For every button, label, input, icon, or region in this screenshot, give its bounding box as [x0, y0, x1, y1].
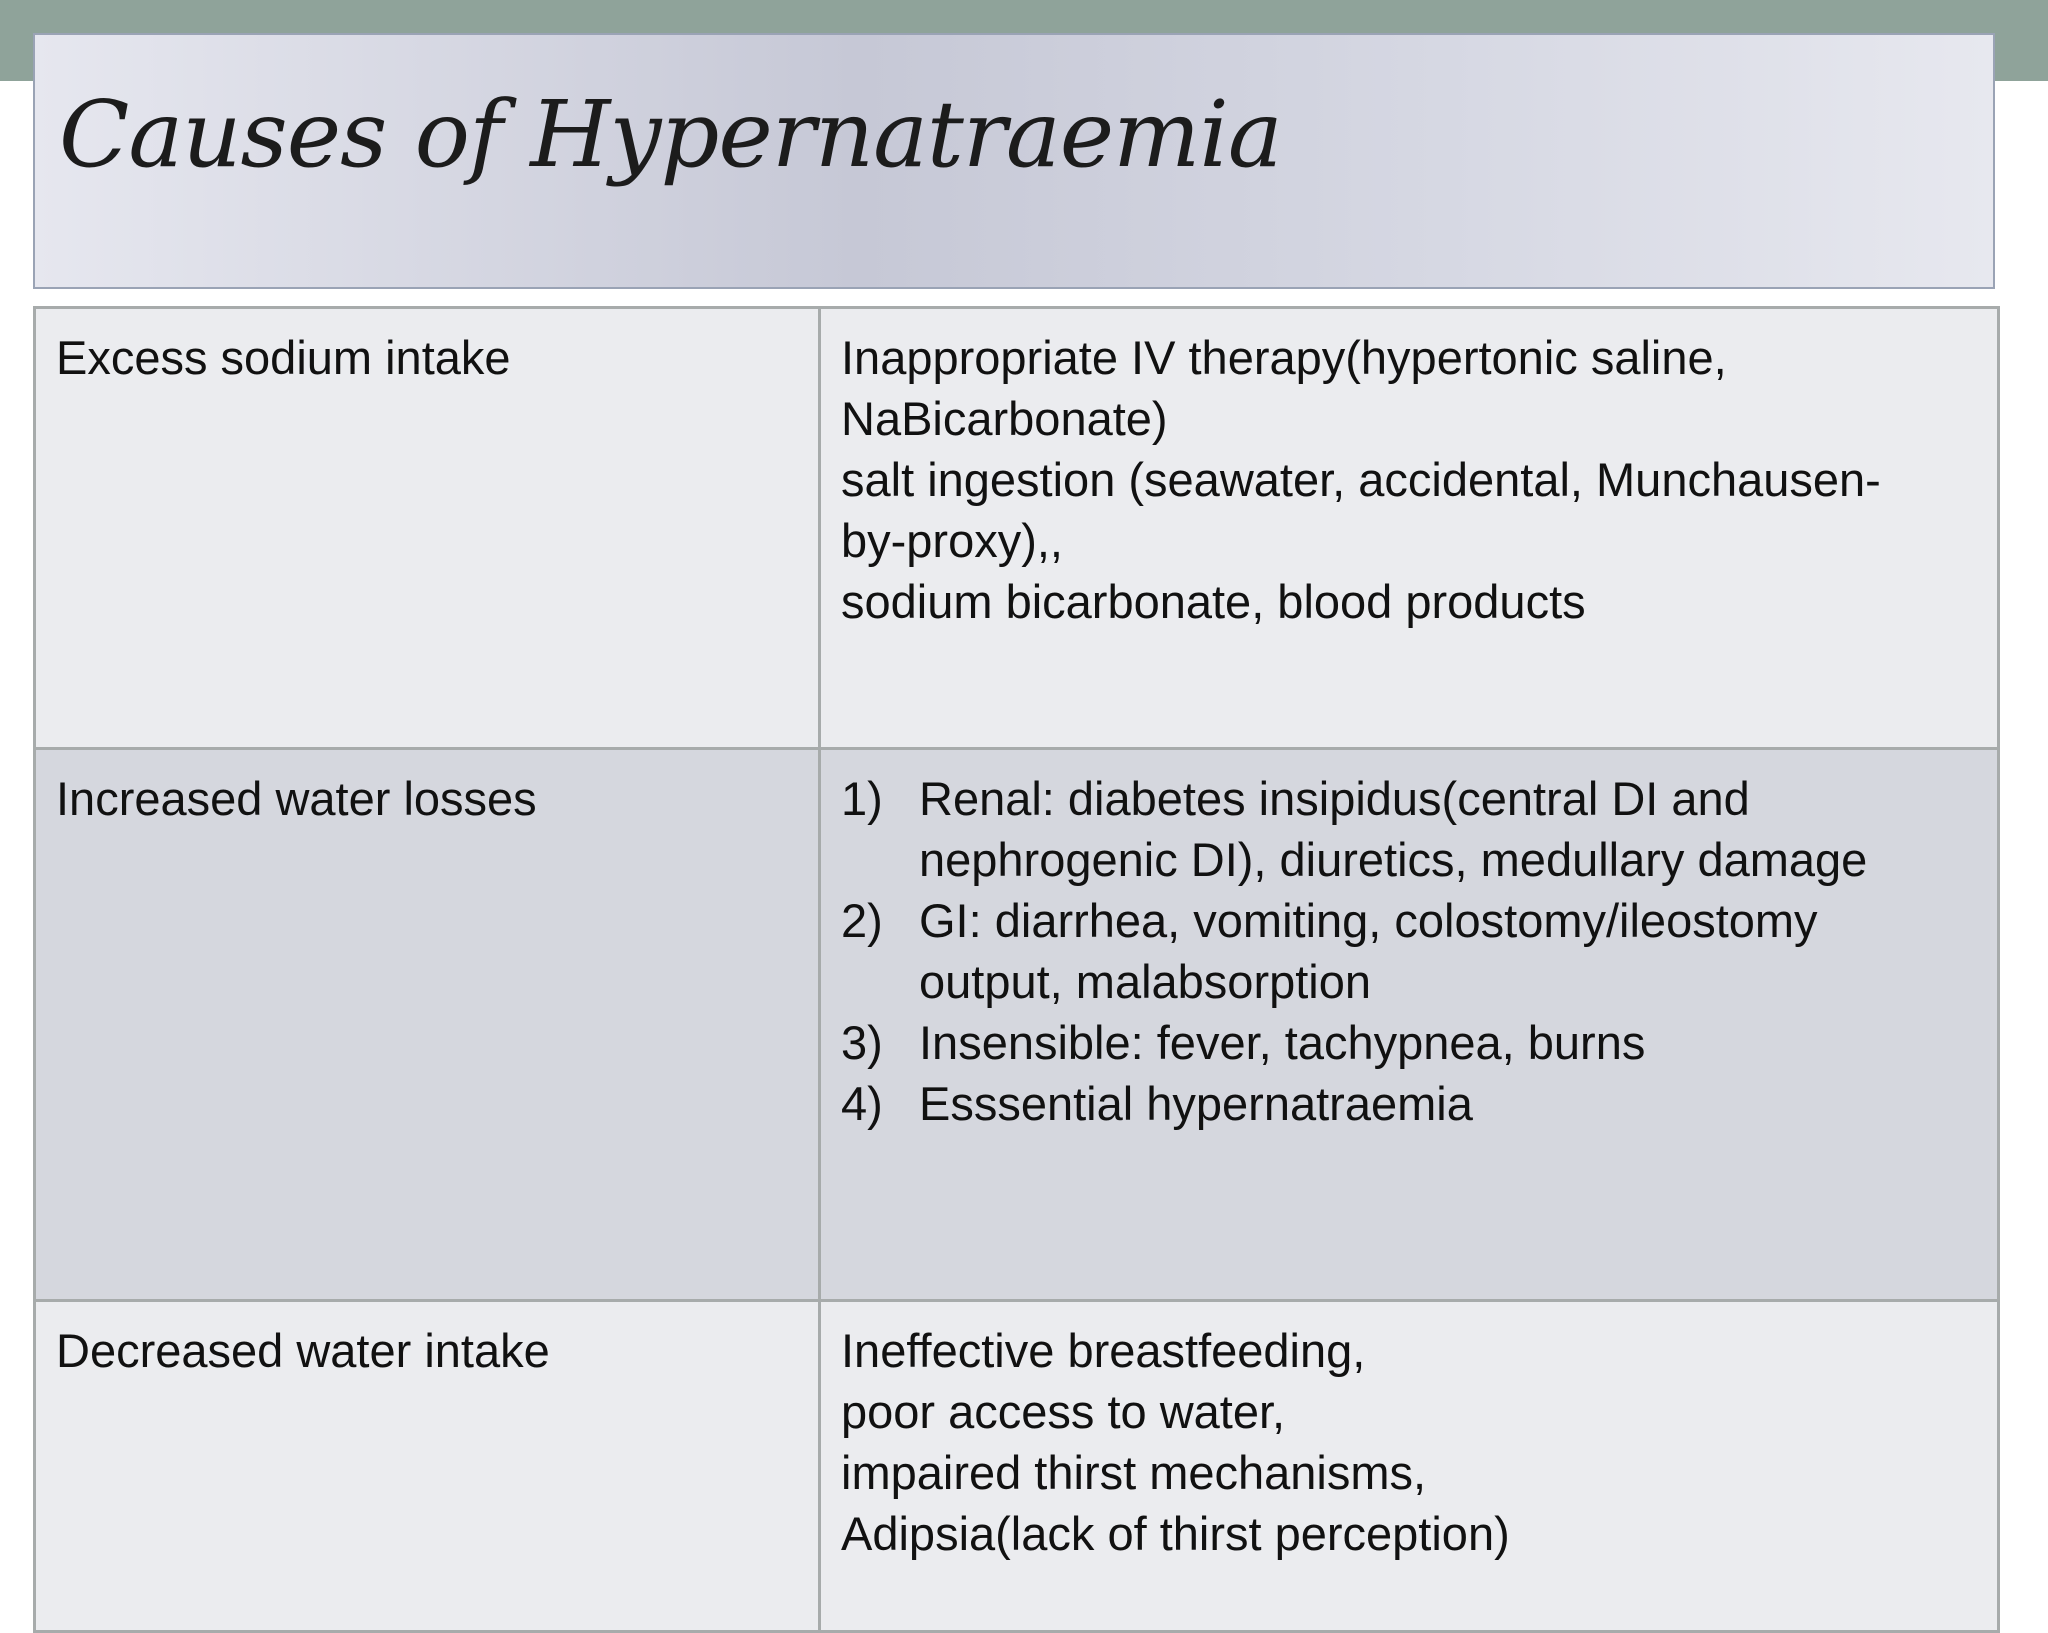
detail-line: poor access to water, — [841, 1385, 1286, 1438]
detail-line: Adipsia(lack of thirst perception) — [841, 1507, 1510, 1560]
detail-line: impaired thirst mechanisms, — [841, 1446, 1427, 1499]
cause-label: Excess sodium intake — [56, 331, 511, 384]
detail-line: nephrogenic DI), diuretics, medullary damage — [919, 833, 1868, 886]
cause-label: Decreased water intake — [56, 1324, 550, 1377]
detail-line: NaBicarbonate) — [841, 392, 1168, 445]
detail-line: by-proxy),, — [841, 514, 1063, 567]
table-row — [35, 749, 1999, 1301]
list-item — [841, 1012, 1977, 1073]
list-number: 1) — [841, 772, 883, 825]
cause-cell — [35, 1301, 820, 1632]
title-banner — [33, 33, 1995, 289]
list-number: 4) — [841, 1077, 883, 1130]
list-item-text — [919, 768, 1977, 890]
list-item-text — [919, 890, 1977, 1012]
detail-line: GI: diarrhea, vomiting, colostomy/ileostomy — [919, 894, 1818, 947]
causes-table — [33, 306, 2000, 1633]
list-item — [841, 890, 1977, 1012]
detail-line: Esssential hypernatraemia — [919, 1077, 1473, 1130]
details-cell — [820, 1301, 1999, 1632]
cause-label: Increased water losses — [56, 772, 537, 825]
list-item-text — [919, 1012, 1977, 1073]
list-number: 3) — [841, 1016, 883, 1069]
detail-line: Ineffective breastfeeding, — [841, 1324, 1366, 1377]
list-item — [841, 1073, 1977, 1134]
details-cell — [820, 308, 1999, 749]
slide-title: Causes of Hypernatraemia — [59, 81, 1282, 188]
list-item — [841, 768, 1977, 890]
detail-line: output, malabsorption — [919, 955, 1372, 1008]
detail-line: Renal: diabetes insipidus(central DI and — [919, 772, 1750, 825]
detail-line: Insensible: fever, tachypnea, burns — [919, 1016, 1646, 1069]
detail-line: sodium bicarbonate, blood products — [841, 575, 1586, 628]
numbered-list — [841, 768, 1977, 1134]
detail-line: Inappropriate IV therapy(hypertonic saline, — [841, 331, 1727, 384]
detail-line: salt ingestion (seawater, accidental, Munchausen- — [841, 453, 1881, 506]
details-cell — [820, 749, 1999, 1301]
cause-cell — [35, 749, 820, 1301]
list-item-text — [919, 1073, 1977, 1134]
cause-cell — [35, 308, 820, 749]
table-row — [35, 308, 1999, 749]
table-row — [35, 1301, 1999, 1632]
list-number: 2) — [841, 894, 883, 947]
